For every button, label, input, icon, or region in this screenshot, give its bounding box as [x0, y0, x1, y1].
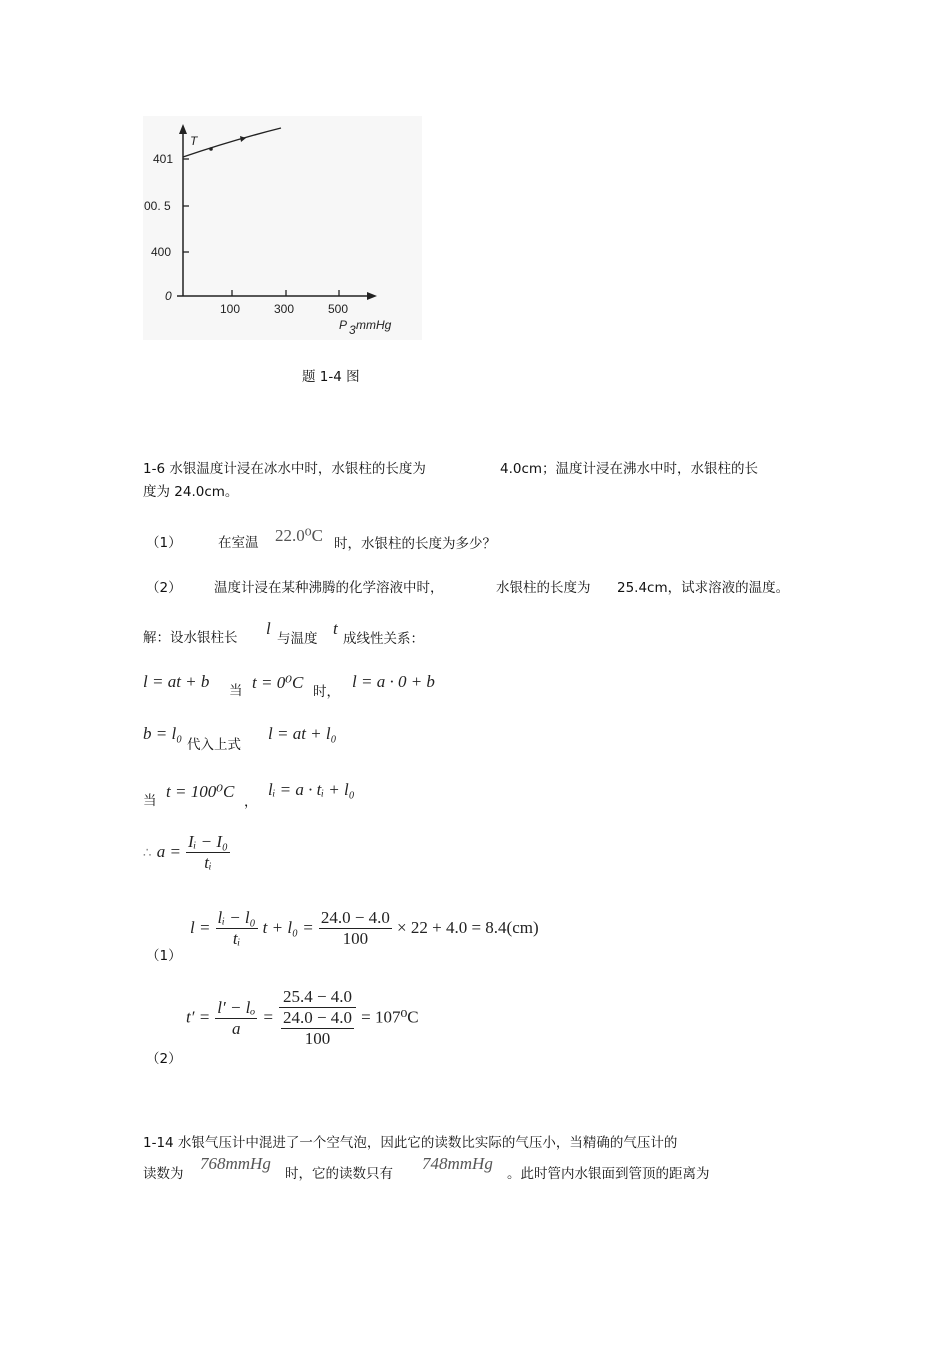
question-1-temperature: 22.0⁰C — [275, 526, 323, 545]
answer-2-fraction-1-den: a — [232, 1018, 241, 1038]
solution-intro-l: l — [266, 619, 271, 638]
therefore-symbol: ∴ — [143, 845, 152, 861]
answer-2-fraction-2-num: 25.4 − 4.0 — [279, 987, 356, 1008]
answer-2-inner-num: 24.0 − 4.0 — [282, 1008, 353, 1027]
answer-1-fraction-1-den: tᵢ — [232, 929, 241, 948]
solution-intro-c: 成线性关系： — [343, 631, 424, 647]
solution-intro-a: 解：设水银柱长 — [143, 630, 238, 646]
problem-1-14-line2a: 读数为 — [143, 1166, 184, 1182]
x-tick-label: 100 — [220, 302, 241, 316]
equation-3-when: 当 — [143, 793, 157, 809]
answer-2-equals: = — [262, 1007, 274, 1027]
answer-1-fraction-2-den: 100 — [342, 929, 369, 948]
answer-1-fraction-2 — [319, 908, 392, 949]
problem-1-14-reading-2: 748mmHg — [422, 1154, 493, 1173]
problem-1-6-line2: 度为 24.0cm。 — [143, 484, 239, 500]
answer-1-equation — [190, 908, 539, 949]
equation-4-denominator: tᵢ — [204, 853, 212, 872]
equation-4 — [143, 832, 230, 873]
answer-1-lhs: l = — [190, 918, 211, 937]
equation-1-condition: t = 0⁰C — [252, 673, 304, 692]
answer-2-result: = 107⁰C — [361, 1007, 419, 1027]
equation-1-when: 当 — [229, 683, 243, 699]
y-tick-label: 00. 5 — [144, 199, 171, 213]
data-point — [209, 147, 213, 151]
data-curve — [183, 128, 281, 157]
problem-1-14-reading-1: 768mmHg — [200, 1154, 271, 1173]
answer-2-fraction-2-den — [279, 1008, 356, 1049]
x-axis-label: P — [339, 318, 348, 332]
equation-3-comma: ， — [244, 794, 258, 810]
question-2-text-a: 温度计浸在某种沸腾的化学溶液中时， — [214, 580, 444, 596]
question-2-number: （2） — [146, 580, 182, 596]
problem-1-6-line1b: 4.0cm；温度计浸在沸水中时，水银柱的长 — [500, 461, 759, 477]
problem-1-14-line2c: 。此时管内水银面到管顶的距离为 — [507, 1166, 710, 1182]
answer-1-fraction-2-num: 24.0 − 4.0 — [320, 908, 390, 927]
answer-2-inner-fraction — [281, 1008, 354, 1049]
x-axis-subscript: 3 — [349, 323, 356, 337]
figure-1-4-plot — [143, 116, 422, 340]
answer-2-label: （2） — [146, 1051, 182, 1067]
question-1-number: （1） — [146, 535, 182, 551]
equation-4-fraction — [186, 832, 230, 873]
problem-1-14-line1: 1-14 水银气压计中混进了一个空气泡，因此它的读数比实际的气压小，当精确的气压计的 — [143, 1135, 678, 1151]
answer-1-fraction-1 — [216, 908, 258, 949]
question-1-text-a: 在室温 — [218, 535, 259, 551]
equation-2-text: 代入上式 — [187, 737, 241, 753]
answer-1-fraction-1-num: lᵢ − l₀ — [217, 908, 256, 927]
answer-1-label: （1） — [146, 948, 182, 964]
equation-4-lhs: a = — [156, 842, 181, 861]
equation-2-b: l = at + l₀ — [268, 724, 337, 743]
question-2-text-c: 25.4cm，试求溶液的温度。 — [617, 580, 790, 596]
equation-3-b: lᵢ = a · tᵢ + l₀ — [268, 780, 355, 799]
answer-1-result: × 22 + 4.0 = 8.4(cm) — [397, 918, 539, 937]
solution-intro-b: 与温度 — [277, 631, 318, 647]
equation-4-numerator: Iᵢ − I₀ — [188, 832, 228, 851]
problem-1-6-line1a: 1-6 水银温度计浸在冰水中时，水银柱的长度为 — [143, 461, 426, 477]
equation-3-condition: t = 100⁰C — [166, 782, 235, 801]
question-2-text-b: 水银柱的长度为 — [496, 580, 591, 596]
equation-1-b: l = a · 0 + b — [352, 672, 435, 691]
origin-label: 0 — [165, 289, 172, 303]
answer-2-inner-den: 100 — [304, 1029, 331, 1048]
figure-1-4 — [143, 116, 422, 340]
y-axis-arrow — [179, 124, 187, 134]
equation-1-time: 时， — [313, 684, 340, 700]
problem-1-14-line2b: 时，它的读数只有 — [285, 1166, 393, 1182]
answer-2-equation — [186, 987, 419, 1049]
x-axis-unit: mmHg — [356, 318, 392, 332]
y-tick-label: 400 — [151, 245, 172, 259]
y-axis-label: T — [190, 134, 198, 148]
figure-caption: 题 1-4 图 — [302, 369, 360, 385]
x-tick-label: 300 — [274, 302, 295, 316]
answer-2-fraction-2 — [279, 987, 356, 1049]
equation-1: l = at + b — [143, 672, 210, 691]
x-axis-arrow — [367, 292, 377, 300]
question-1-text-b: 时，水银柱的长度为多少？ — [334, 536, 496, 552]
solution-intro-t: t — [333, 619, 338, 638]
answer-2-lhs: t′ = — [186, 1007, 211, 1027]
y-tick-label: 401 — [153, 152, 174, 166]
answer-1-middle: t + l₀ = — [262, 918, 314, 937]
equation-2-a: b = l₀ — [143, 724, 183, 743]
x-tick-label: 500 — [328, 302, 349, 316]
answer-2-fraction-1-num: l′ − lₒ — [217, 997, 256, 1017]
answer-2-fraction-1 — [215, 998, 257, 1039]
